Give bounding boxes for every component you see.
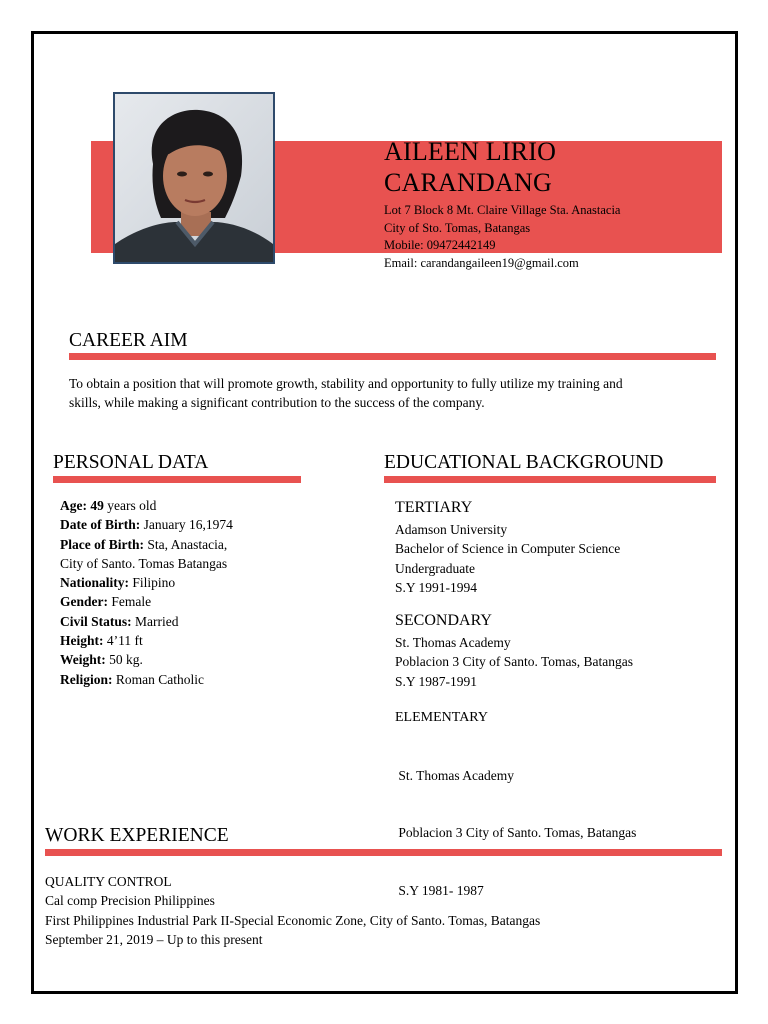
age-number: 49 xyxy=(90,498,104,513)
address-line-2: City of Sto. Tomas, Batangas xyxy=(384,220,531,235)
address-line-1: Lot 7 Block 8 Mt. Claire Village Sta. Anastacia xyxy=(384,203,621,217)
civil-status-label: Civil Status: xyxy=(60,613,136,629)
elementary-address: Poblacion 3 City of Santo. Tomas, Batangas xyxy=(395,825,637,841)
dob-value: January 16,1974 xyxy=(143,517,233,533)
elementary-heading: ELEMENTARY xyxy=(395,710,488,725)
pob-row xyxy=(60,535,233,554)
secondary-address: Poblacion 3 City of Santo. Tomas, Batangas xyxy=(395,654,634,670)
work-experience-details xyxy=(45,872,540,949)
education-heading: EDUCATIONAL BACKGROUND xyxy=(384,452,664,473)
secondary-heading: SECONDARY xyxy=(395,612,492,629)
tertiary-details xyxy=(395,520,620,597)
name-line-2: CARANDANG xyxy=(384,168,552,197)
contact-info xyxy=(384,202,620,272)
gender-value: Female xyxy=(111,594,152,610)
tertiary-heading: TERTIARY xyxy=(395,499,473,516)
gender-label: Gender: xyxy=(60,594,112,610)
religion-label: Religion: xyxy=(60,671,116,687)
pob-row-continued xyxy=(60,554,233,573)
career-aim-line-2: skills, while making a significant contribution to the success of the company. xyxy=(69,395,485,410)
name-line-1: AILEEN LIRIO xyxy=(384,137,557,166)
dob-label: Date of Birth: xyxy=(60,517,144,533)
personal-data-list xyxy=(60,496,233,689)
tertiary-course: Bachelor of Science in Computer Science xyxy=(395,541,621,557)
pob-continued-value: City of Santo. Tomas Batangas xyxy=(60,555,228,571)
height-label: Height: xyxy=(60,633,107,649)
civil-status-row xyxy=(60,612,233,631)
candidate-name xyxy=(384,136,556,198)
tertiary-status: Undergraduate xyxy=(395,560,475,576)
age-value: years old xyxy=(103,498,157,513)
age-label: Age: xyxy=(60,498,91,513)
pob-label: Place of Birth: xyxy=(60,536,148,552)
secondary-years: S.Y 1987-1991 xyxy=(395,673,478,689)
personal-data-heading: PERSONAL DATA xyxy=(53,452,209,473)
religion-value: Roman Catholic xyxy=(115,671,204,687)
company-name: Cal comp Precision Philippines xyxy=(45,893,215,909)
secondary-details xyxy=(395,633,633,691)
career-aim-rule xyxy=(69,353,716,360)
gender-row xyxy=(60,592,233,611)
nationality-label: Nationality: xyxy=(60,575,133,591)
email-line: Email: carandangaileen19@gmail.com xyxy=(384,255,579,270)
work-experience-rule xyxy=(45,849,722,856)
height-row xyxy=(60,631,233,650)
weight-row xyxy=(60,650,233,669)
secondary-school: St. Thomas Academy xyxy=(395,635,511,650)
dob-row xyxy=(60,515,233,534)
job-title: QUALITY CONTROL xyxy=(45,874,172,889)
personal-data-rule xyxy=(53,476,301,483)
weight-value: 50 kg. xyxy=(109,652,143,668)
elementary-school: St. Thomas Academy xyxy=(395,767,514,783)
work-experience-heading: WORK EXPERIENCE xyxy=(45,825,229,846)
tertiary-years: S.Y 1991-1994 xyxy=(395,579,478,595)
age-row xyxy=(60,496,233,515)
nationality-value: Filipino xyxy=(132,575,176,591)
height-value: 4’11 ft xyxy=(106,633,143,649)
nationality-row xyxy=(60,573,233,592)
profile-photo-illustration xyxy=(115,94,273,262)
religion-row xyxy=(60,670,233,689)
career-aim-line-1: To obtain a position that will promote growth, stability and opportunity to fully utilize my training and xyxy=(69,376,623,391)
elementary-years: S.Y 1981- 1987 xyxy=(395,883,484,899)
tertiary-school: Adamson University xyxy=(395,522,508,537)
career-aim-text xyxy=(69,374,623,412)
weight-label: Weight: xyxy=(60,652,110,668)
education-rule xyxy=(384,476,716,483)
career-aim-heading: CAREER AIM xyxy=(69,330,188,351)
company-address: First Philippines Industrial Park II-Special Economic Zone, City of Santo. Tomas, Batangas xyxy=(45,912,541,928)
mobile-line: Mobile: 09472442149 xyxy=(384,238,496,252)
profile-photo xyxy=(113,92,275,264)
pob-value: Sta, Anastacia, xyxy=(147,536,228,552)
employment-dates: September 21, 2019 – Up to this present xyxy=(45,931,263,947)
civil-status-value: Married xyxy=(135,613,179,629)
